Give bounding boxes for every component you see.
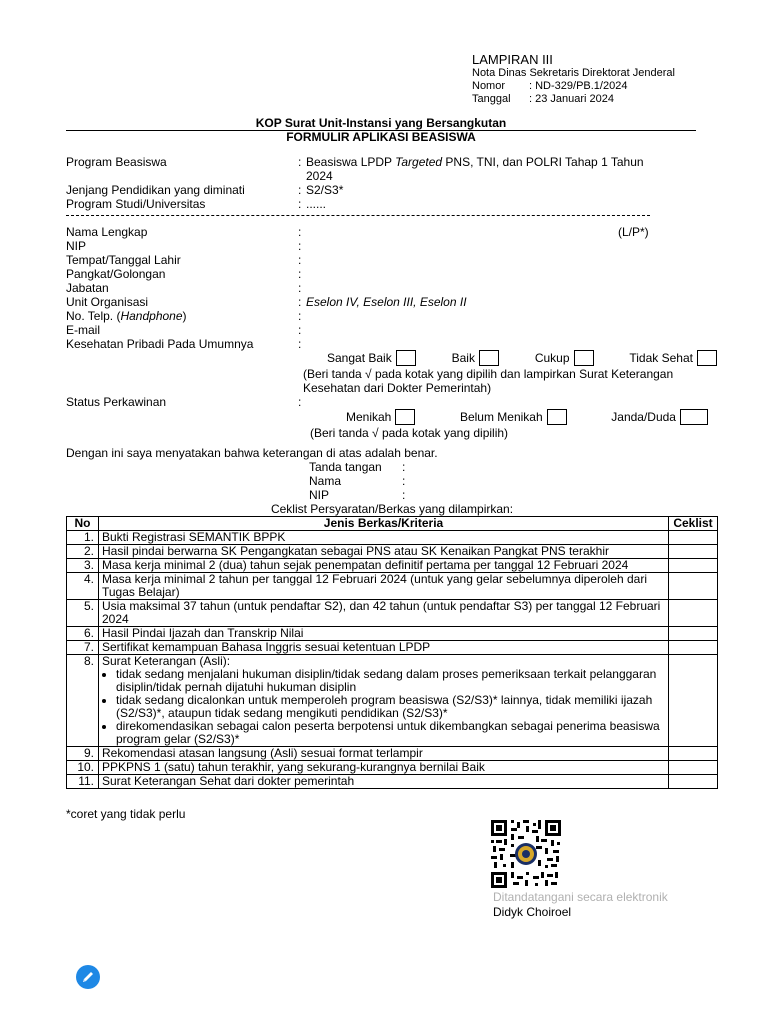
marital-options: [346, 409, 708, 425]
marital-note: (Beri tanda √ pada kotak yang dipilih): [310, 426, 509, 440]
row-no: 7.: [67, 641, 99, 655]
colon: :: [298, 183, 302, 197]
bullet-item: • tidak sedang dicalonkan untuk memperoleh program beasiswa (S2/S3)* lainnya, tidak memiliki ijazah (S2/S3)*, ataupun tidak sedang mengikuti pendidikan (S2/S3)*: [116, 694, 665, 720]
row-text: Hasil Pindai Ijazah dan Transkrip Nilai: [99, 627, 669, 641]
option-label: Menikah: [346, 410, 392, 424]
row-no: 2.: [67, 545, 99, 559]
row-no: 3.: [67, 559, 99, 573]
row-text: Hasil pindai berwarna SK Pengangkatan sebagai PNS atau SK Kenaikan Pangkat PNS terakhir: [99, 545, 669, 559]
pangkat-label: Pangkat/Golongan: [66, 267, 166, 281]
colon: :: [402, 488, 406, 502]
form-heading: [66, 117, 696, 143]
nama-row: [66, 225, 716, 239]
checkbox[interactable]: [697, 350, 717, 366]
program-beasiswa-row: [66, 155, 716, 183]
option-label: Baik: [451, 351, 475, 365]
checkbox[interactable]: [395, 409, 415, 425]
table-row: [67, 775, 718, 789]
option-label: Sangat Baik: [327, 351, 392, 365]
jenjang-value: S2/S3*: [306, 183, 344, 197]
decl-nama-label: Nama: [309, 474, 342, 488]
row-text: Bukti Registrasi SEMANTIK BPPK: [99, 531, 669, 545]
lampiran-block: [472, 52, 675, 106]
table-row: [67, 747, 718, 761]
row-check-cell[interactable]: [669, 545, 718, 559]
colon: :: [298, 197, 302, 211]
colon: :: [298, 267, 302, 281]
checkbox[interactable]: [547, 409, 567, 425]
email-label: E-mail: [66, 323, 101, 337]
table-header: [67, 517, 718, 531]
ttl-row: [66, 253, 716, 267]
row-no: 11.: [67, 775, 99, 789]
telp-text: No. Telp. (: [66, 309, 121, 323]
option-menikah[interactable]: [346, 409, 415, 425]
nama-label: Nama Lengkap: [66, 225, 148, 239]
col-jenis: Jenis Berkas/Kriteria: [99, 517, 669, 531]
dashed-separator: [66, 215, 650, 216]
prodi-row: [66, 197, 716, 211]
jabatan-row: [66, 281, 716, 295]
gender-marker: (L/P*): [618, 225, 649, 239]
pen-icon: [81, 970, 95, 984]
option-baik[interactable]: [452, 350, 499, 366]
program-beasiswa-label: Program Beasiswa: [66, 155, 167, 169]
ttl-label: Tempat/Tanggal Lahir: [66, 253, 181, 267]
row-text: Sertifikat kemampuan Bahasa Inggris sesuai ketentuan LPDP: [99, 641, 669, 655]
checklist-table: [66, 516, 718, 789]
unit-row: [66, 295, 716, 309]
table-row: [67, 641, 718, 655]
option-belum-menikah[interactable]: [460, 409, 567, 425]
form-title: FORMULIR APLIKASI BEASISWA: [66, 130, 696, 143]
row-text: [99, 655, 669, 747]
decl-nip-row: [309, 488, 405, 502]
table-row: [67, 627, 718, 641]
kesehatan-label: Kesehatan Pribadi Pada Umumnya: [66, 337, 254, 351]
colon: :: [402, 474, 406, 488]
bullet-list: [102, 668, 665, 746]
row-check-cell[interactable]: [669, 747, 718, 761]
colon: :: [298, 309, 302, 323]
row-check-cell[interactable]: [669, 655, 718, 747]
decl-nama-row: [309, 474, 405, 488]
row-check-cell[interactable]: [669, 600, 718, 627]
col-no: No: [67, 517, 99, 531]
tanda-tangan-label: Tanda tangan: [309, 460, 382, 474]
row-text: Rekomendasi atasan langsung (Asli) sesuai format terlampir: [99, 747, 669, 761]
checkbox[interactable]: [574, 350, 594, 366]
row-check-cell[interactable]: [669, 559, 718, 573]
status-row: [66, 395, 716, 409]
table-row: [67, 531, 718, 545]
checklist-caption: Ceklist Persyaratan/Berkas yang dilampirkan:: [270, 502, 514, 516]
row-check-cell[interactable]: [669, 641, 718, 655]
kop-surat: KOP Surat Unit-Instansi yang Bersangkutan: [255, 116, 507, 130]
colon: :: [298, 323, 302, 337]
row-check-cell[interactable]: [669, 627, 718, 641]
pangkat-row: [66, 267, 716, 281]
row-text: Masa kerja minimal 2 (dua) tahun sejak penempatan definitif pertama per tanggal 12 Februari 2024: [99, 559, 669, 573]
unit-label: Unit Organisasi: [66, 295, 149, 309]
option-janda-duda[interactable]: [611, 409, 708, 425]
nip-row: [66, 239, 716, 253]
signer-name: Didyk Choiroel: [493, 905, 572, 919]
colon: :: [298, 225, 302, 239]
telp-text: ): [182, 309, 187, 323]
row-no: 6.: [67, 627, 99, 641]
lampiran-subtitle: Nota Dinas Sekretaris Direktorat Jenderal: [472, 67, 675, 79]
declaration-text: Dengan ini saya menyatakan bahwa keterangan di atas adalah benar.: [66, 446, 438, 460]
lampiran-tanggal: [472, 93, 675, 106]
health-note-line: Kesehatan dari Dokter Pemerintah): [303, 381, 492, 395]
unit-value: Eselon IV, Eselon III, Eselon II: [306, 295, 467, 309]
row-check-cell[interactable]: [669, 761, 718, 775]
floating-action-button[interactable]: [76, 965, 100, 989]
nomor-value: : ND-329/PB.1/2024: [529, 80, 628, 92]
table-row: [67, 600, 718, 627]
telp-label: [66, 309, 298, 323]
row-text: Usia maksimal 37 tahun (untuk pendaftar S2), dan 42 tahun (untuk pendaftar S3) per tanggal 12 Februari 2024: [99, 600, 669, 627]
col-ceklist: Ceklist: [669, 517, 718, 531]
health-options: [327, 350, 717, 366]
option-label: Janda/Duda: [611, 410, 676, 424]
colon: :: [298, 239, 302, 253]
checkbox[interactable]: [680, 409, 708, 425]
table-row: [67, 655, 718, 747]
row-no: 4.: [67, 573, 99, 600]
esign-caption: Ditandatangani secara elektronik: [493, 890, 668, 904]
row-no: 5.: [67, 600, 99, 627]
checkbox[interactable]: [396, 350, 416, 366]
bullet-item: • direkomendasikan sebagai calon peserta berpotensi untuk dikembangkan sebagai penerima beasiswa program gelar (S2/S3)*: [116, 720, 665, 746]
tanggal-value: : 23 Januari 2024: [529, 93, 615, 105]
jenjang-row: [66, 183, 716, 197]
email-row: [66, 323, 716, 337]
status-label: Status Perkawinan: [66, 395, 167, 409]
telp-italic: Handphone: [120, 309, 183, 323]
lampiran-title: LAMPIRAN III: [472, 52, 553, 67]
row-heading: Surat Keterangan (Asli):: [102, 654, 231, 668]
bullet-item: • tidak sedang menjalani hukuman disiplin/tidak sedang dalam proses pemeriksaan terkait pelanggaran disiplin/tidak pernah dijatuhi hukuman disiplin: [116, 668, 665, 694]
colon: :: [298, 337, 302, 351]
tanda-tangan-row: [309, 460, 405, 474]
colon: :: [298, 395, 302, 409]
value-text: Beasiswa LPDP: [306, 155, 396, 169]
tanggal-label: Tanggal: [472, 93, 511, 105]
row-check-cell[interactable]: [669, 573, 718, 600]
table-row: [67, 545, 718, 559]
table-row: [67, 559, 718, 573]
option-label: Cukup: [534, 351, 570, 365]
row-check-cell[interactable]: [669, 775, 718, 789]
row-no: 9.: [67, 747, 99, 761]
kesehatan-row: [66, 337, 716, 351]
option-sangat-baik[interactable]: [327, 350, 416, 366]
jabatan-label: Jabatan: [66, 281, 109, 295]
row-no: 10.: [67, 761, 99, 775]
decl-nip-label: NIP: [309, 488, 330, 502]
row-no: 1.: [67, 531, 99, 545]
value-text: PNS, TNI, dan POLRI Tahap 1 Tahun: [442, 155, 644, 169]
table-row: [67, 761, 718, 775]
prodi-value: ......: [306, 197, 327, 211]
nama-value[interactable]: [306, 225, 618, 239]
jenjang-label: Jenjang Pendidikan yang diminati: [66, 183, 245, 197]
row-text: PPKPNS 1 (satu) tahun terakhir, yang sekurang-kurangnya bernilai Baik: [99, 761, 669, 775]
colon: :: [298, 295, 302, 309]
footnote: *coret yang tidak perlu: [66, 807, 186, 821]
colon: :: [298, 281, 302, 295]
nip-label: NIP: [66, 239, 87, 253]
row-text: Masa kerja minimal 2 tahun per tanggal 12 Februari 2024 (untuk yang gelar sebelumnya diperoleh dari Tugas Belajar): [99, 573, 669, 600]
health-note-line: (Beri tanda √ pada kotak yang dipilih dan lampirkan Surat Keterangan: [303, 367, 674, 381]
row-no: 8.: [67, 655, 99, 747]
option-label: Belum Menikah: [459, 410, 543, 424]
row-text: Surat Keterangan Sehat dari dokter pemerintah: [99, 775, 669, 789]
telp-row: [66, 309, 716, 323]
option-tidak-sehat[interactable]: [629, 350, 717, 366]
colon: :: [298, 253, 302, 267]
qr-code-icon: [491, 820, 561, 888]
value-text: 2024: [306, 169, 333, 183]
nomor-label: Nomor: [472, 80, 506, 92]
checkbox[interactable]: [479, 350, 499, 366]
option-cukup[interactable]: [535, 350, 594, 366]
lampiran-nomor: [472, 80, 675, 93]
value-italic: Targeted: [395, 155, 443, 169]
row-check-cell[interactable]: [669, 531, 718, 545]
colon: :: [298, 155, 302, 169]
option-label: Tidak Sehat: [629, 351, 693, 365]
table-row: [67, 573, 718, 600]
prodi-label: Program Studi/Universitas: [66, 197, 206, 211]
colon: :: [402, 460, 406, 474]
program-beasiswa-value: [306, 155, 716, 183]
health-note: [303, 367, 673, 395]
